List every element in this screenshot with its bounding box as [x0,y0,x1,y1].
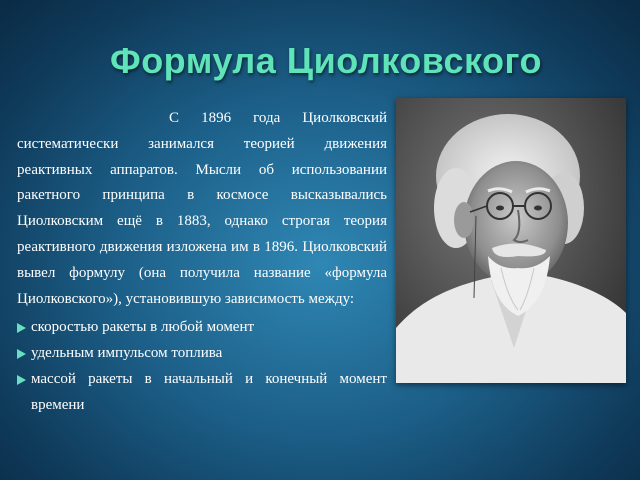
bullet-text: скоростью ракеты в любой момент [31,319,255,336]
arrow-bullet-icon [17,349,26,359]
bullet-list [17,315,387,418]
arrow-bullet-icon [17,323,26,333]
body-text [17,106,387,419]
slide-title: Формула Циолковского [109,40,543,81]
arrow-bullet-icon [17,375,26,385]
bullet-item [17,367,387,419]
bullet-item [17,315,387,341]
portrait-photo [396,98,626,383]
bullet-text: массой ракеты в начальный и конечный момент времени [31,370,387,413]
intro-paragraph: С 1896 года Циолковский систематически занимался теорией движения реактивных аппаратов. Мысли об использовании ракетного принципа в космосе высказывались Циолковским ещё в 1883, однако строгая теория реактивного движения изложена им в 1896. Циолковский вывел формулу (она получила название «формула Циолковского»), установившую зависимость между: [17,110,387,307]
bullet-text: удельным импульсом топлива [31,345,223,362]
bullet-item [17,341,387,367]
